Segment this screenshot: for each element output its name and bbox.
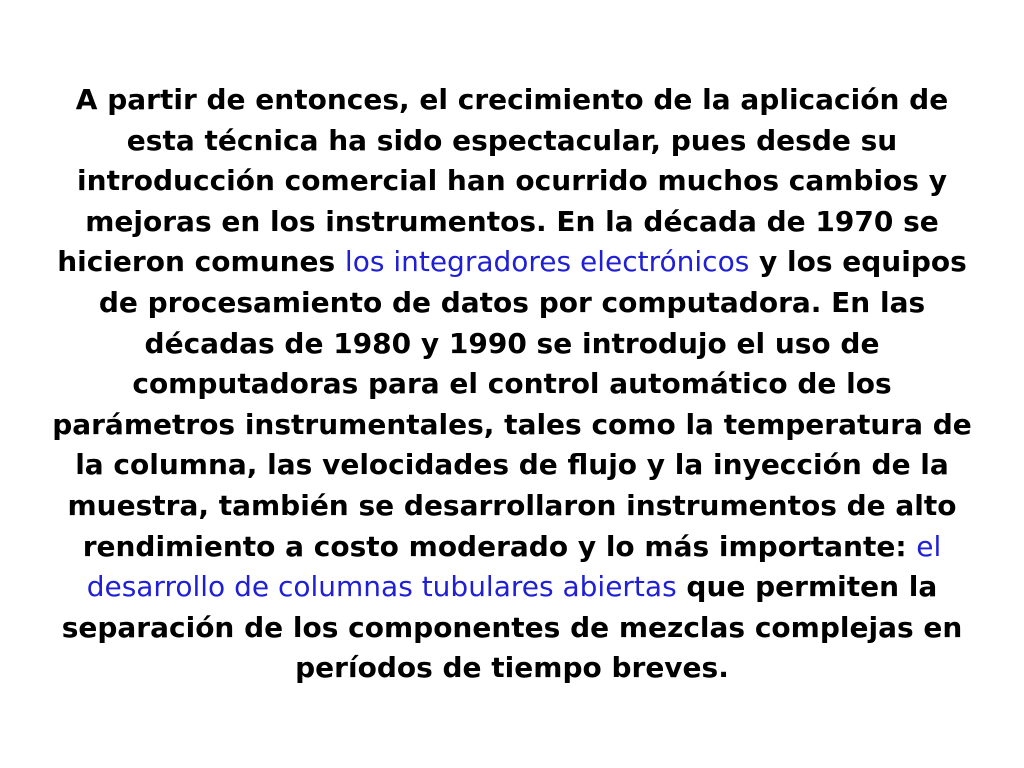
body-paragraph	[40, 80, 984, 689]
text-part-3: que permiten la separación de los componentes de mezclas complejas en períodos de tiempo breves.	[61, 570, 963, 685]
highlight-columnas: el desarrollo de columnas tubulares abiertas	[86, 529, 942, 604]
slide-content	[40, 80, 984, 689]
text-part-1: A partir de entonces, el crecimiento de la aplicación de esta técnica ha sido espectacular, pues desde su introducción comercial han ocurrido muchos cambios y mejoras en los instrumentos. En la década de 1970 se hicieron comunes	[57, 83, 949, 279]
highlight-integradores: los integradores electrónicos	[344, 245, 750, 279]
text-part-2: y los equipos de procesamiento de datos por computadora. En las décadas de 1980 y 1990 se introdujo el uso de computadoras para el control automático de los parámetros instrumentales, tales como la temperatura de la columna, las velocidades de flujo y la inyección de la muestra, también se desarrollaron instrumentos de alto rendimiento a costo moderado y lo más importante:	[52, 245, 972, 563]
